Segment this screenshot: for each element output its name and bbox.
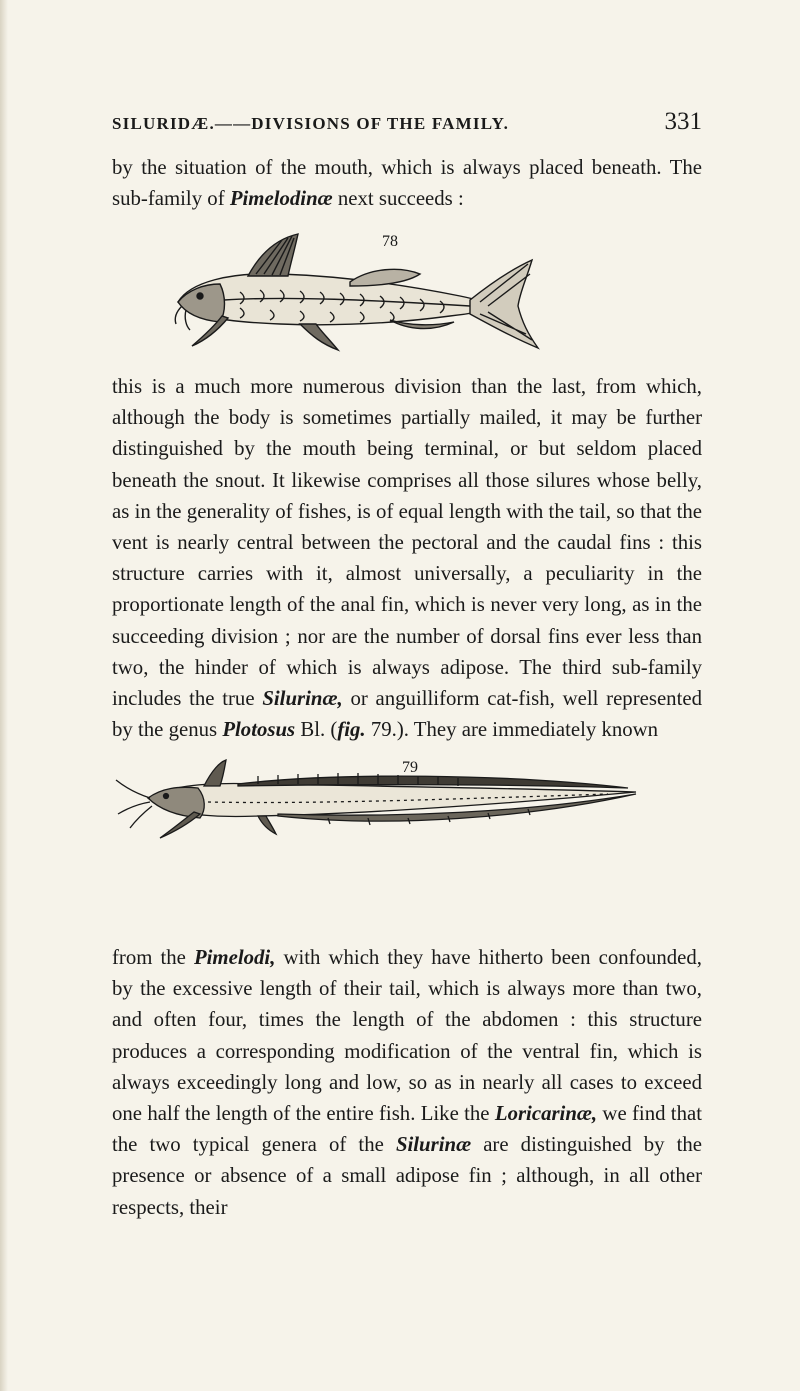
paragraph-3-text-c: we find that the two typical genera of the	[112, 1102, 702, 1157]
paragraph-1-text-b: next succeeds :	[332, 187, 464, 211]
paragraph-3-text-b: with which they have hitherto been confounded, by the excessive length of their tail, which is always more than two, and often four, times the length of the abdomen : this structure produces a corresponding modification of the ventral fin, which is always exceedingly long and low, so as in nearly all cases to exceed one half the length of the entire fish. Like the	[112, 946, 702, 1126]
paragraph-2-text-d: 79.). They are immediately known	[365, 718, 659, 742]
taxon-silurinae-2: Silurinæ	[395, 1133, 472, 1157]
paragraph-2	[112, 371, 702, 745]
paragraph-2-text-b: or anguilliform cat-fish, well represented by the genus	[112, 687, 702, 742]
fish-78-drawing	[170, 230, 560, 360]
taxon-pimelodi: Pimelodi,	[193, 946, 276, 969]
page-edge-shadow	[0, 0, 8, 1391]
fish-79-drawing	[108, 758, 648, 848]
figure-78-label: 78	[382, 233, 398, 250]
paragraph-1	[112, 152, 702, 214]
figure-79-plotosus-illustration	[108, 758, 648, 848]
running-head: SILURIDÆ.——DIVISIONS OF THE FAMILY.	[112, 114, 510, 133]
taxon-plotosus: Plotosus	[222, 718, 296, 742]
paragraph-2-text-c: Bl. (	[295, 718, 338, 742]
figure-79-label: 79	[402, 759, 418, 776]
taxon-silurinae: Silurinæ,	[262, 687, 343, 711]
figure-78-pimelodus-illustration	[170, 230, 560, 360]
paragraph-1-text-a: by the situation of the mouth, which is always placed beneath. The sub-family of	[112, 156, 702, 211]
taxon-loricarinae: Loricarinæ,	[494, 1102, 598, 1126]
page-header	[112, 108, 702, 136]
paragraph-3	[112, 942, 702, 1223]
paragraph-2-text-a: this is a much more numerous division than the last, from which, although the body is sometimes partially mailed, it may be further distinguished by the mouth being terminal, or but seldom placed beneath the snout. It likewise comprises all those silures whose belly, as in the generality of fishes, is of equal length with the tail, so that the vent is nearly central between the pectoral and the caudal fins : this structure carries with it, almost universally, a peculiarity in the proportionate length of the anal fin, which is never very long, as in the succeeding division ; nor are the number of dorsal fins ever less than two, the hinder of which is always adipose. The third sub-family includes the true	[112, 375, 702, 711]
taxon-pimelodinae: Pimelodinæ	[229, 187, 333, 211]
page-number: 331	[664, 108, 702, 135]
paragraph-3-text-d: are distinguished by the presence or absence of a small adipose fin ; although, in all other respects, their	[112, 1133, 702, 1219]
fig-reference: fig.	[337, 718, 366, 742]
paragraph-3-text-a: from the	[112, 946, 194, 969]
